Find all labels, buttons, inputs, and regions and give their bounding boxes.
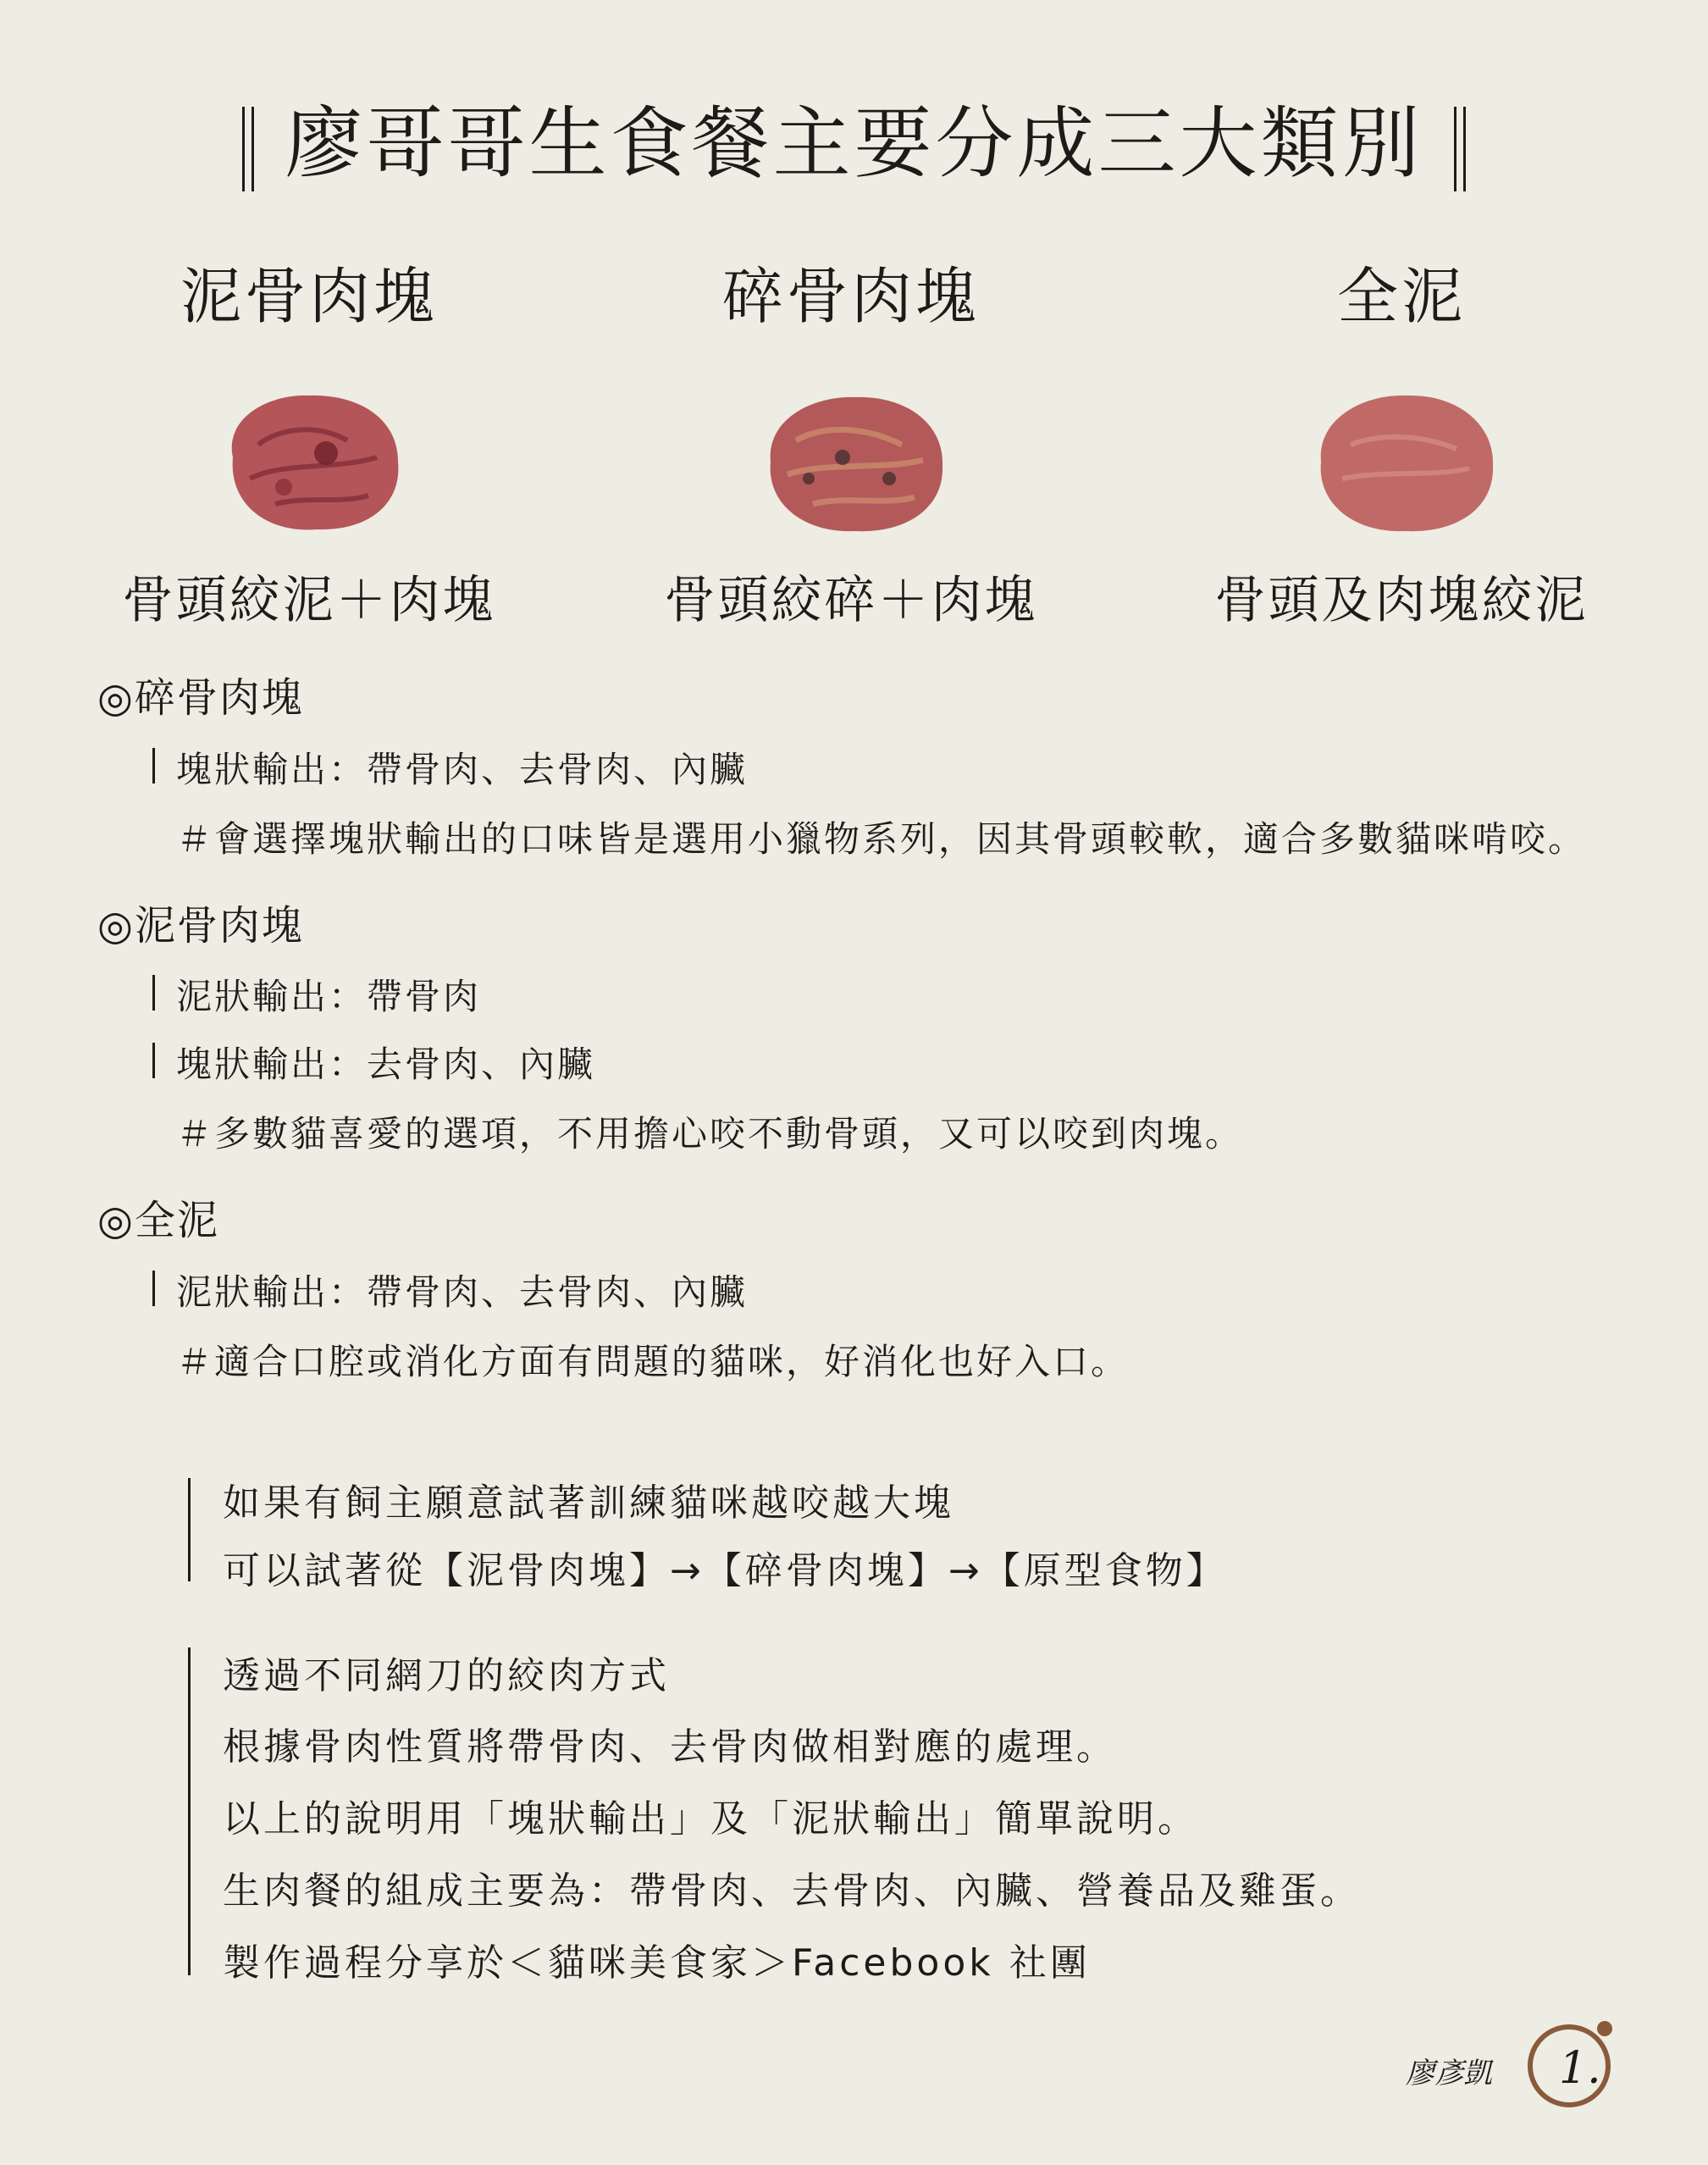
- list-bar: [152, 1271, 155, 1306]
- tip-line: 如果有飼主願意試著訓練貓咪越咬越大塊: [223, 1481, 954, 1525]
- signature: 廖彥凱: [1406, 2057, 1492, 2090]
- title-right-bar: [1454, 107, 1466, 191]
- category-full-mud: [1164, 254, 1639, 634]
- section-line: 泥狀輸出：帶骨肉: [176, 976, 482, 1017]
- section-heading: ◎泥骨肉塊: [97, 902, 304, 950]
- section-heading: ◎全泥: [97, 1197, 219, 1244]
- category-name: 碎骨肉塊: [721, 261, 980, 332]
- tip-block-bar: [188, 1478, 191, 1581]
- meat-ball-icon: [741, 377, 961, 546]
- tip-line: 根據骨肉性質將帶骨肉、去骨肉做相對應的處理。: [223, 1725, 1117, 1769]
- section-note: ＃多數貓喜愛的選項，不用擔心咬不動骨頭，又可以咬到肉塊。: [176, 1113, 1244, 1154]
- section-line: 塊狀輸出：去骨肉、內臟: [176, 1044, 596, 1085]
- list-bar: [152, 975, 155, 1011]
- category-desc: 骨頭及肉塊絞泥: [1214, 571, 1589, 630]
- tip-line: 可以試著從【泥骨肉塊】→【碎骨肉塊】→【原型食物】: [223, 1549, 1227, 1592]
- category-name: 全泥: [1336, 261, 1466, 332]
- section-heading: ◎碎骨肉塊: [97, 674, 304, 722]
- section-line: 泥狀輸出：帶骨肉、去骨肉、內臟: [176, 1271, 749, 1313]
- category-crushed-bone: [614, 254, 1088, 634]
- title-left-bar: [242, 107, 254, 191]
- page-number: 1.: [1559, 2043, 1601, 2094]
- tip-line: 生肉餐的組成主要為：帶骨肉、去骨肉、內臟、營養品及雞蛋。: [223, 1869, 1361, 1913]
- section-note: ＃適合口腔或消化方面有問題的貓咪，好消化也好入口。: [176, 1341, 1130, 1382]
- tip-line: 製作過程分享於＜貓咪美食家＞Facebook 社團: [223, 1941, 1091, 1985]
- category-desc: 骨頭絞碎＋肉塊: [664, 571, 1038, 630]
- category-desc: 骨頭絞泥＋肉塊: [122, 571, 496, 630]
- category-name: 泥骨肉塊: [180, 261, 438, 332]
- section-line: 塊狀輸出：帶骨肉、去骨肉、內臟: [176, 749, 749, 790]
- meat-ball-icon: [1291, 377, 1512, 546]
- tip-line: 以上的說明用「塊狀輸出」及「泥狀輸出」簡單說明。: [223, 1797, 1198, 1841]
- page-title: 廖哥哥生食餐主要分成三大類別: [0, 89, 1708, 199]
- section-note: ＃會選擇塊狀輸出的口味皆是選用小獵物系列，因其骨頭較軟，適合多數貓咪啃咬。: [176, 818, 1587, 860]
- meat-ball-icon: [199, 377, 419, 546]
- list-bar: [152, 1043, 155, 1078]
- list-bar: [152, 748, 155, 783]
- page-number-badge: [1520, 2012, 1622, 2113]
- category-mud-bone: [72, 254, 546, 634]
- tip-line: 透過不同網刀的絞肉方式: [223, 1654, 670, 1697]
- tip-block-bar: [188, 1647, 191, 1975]
